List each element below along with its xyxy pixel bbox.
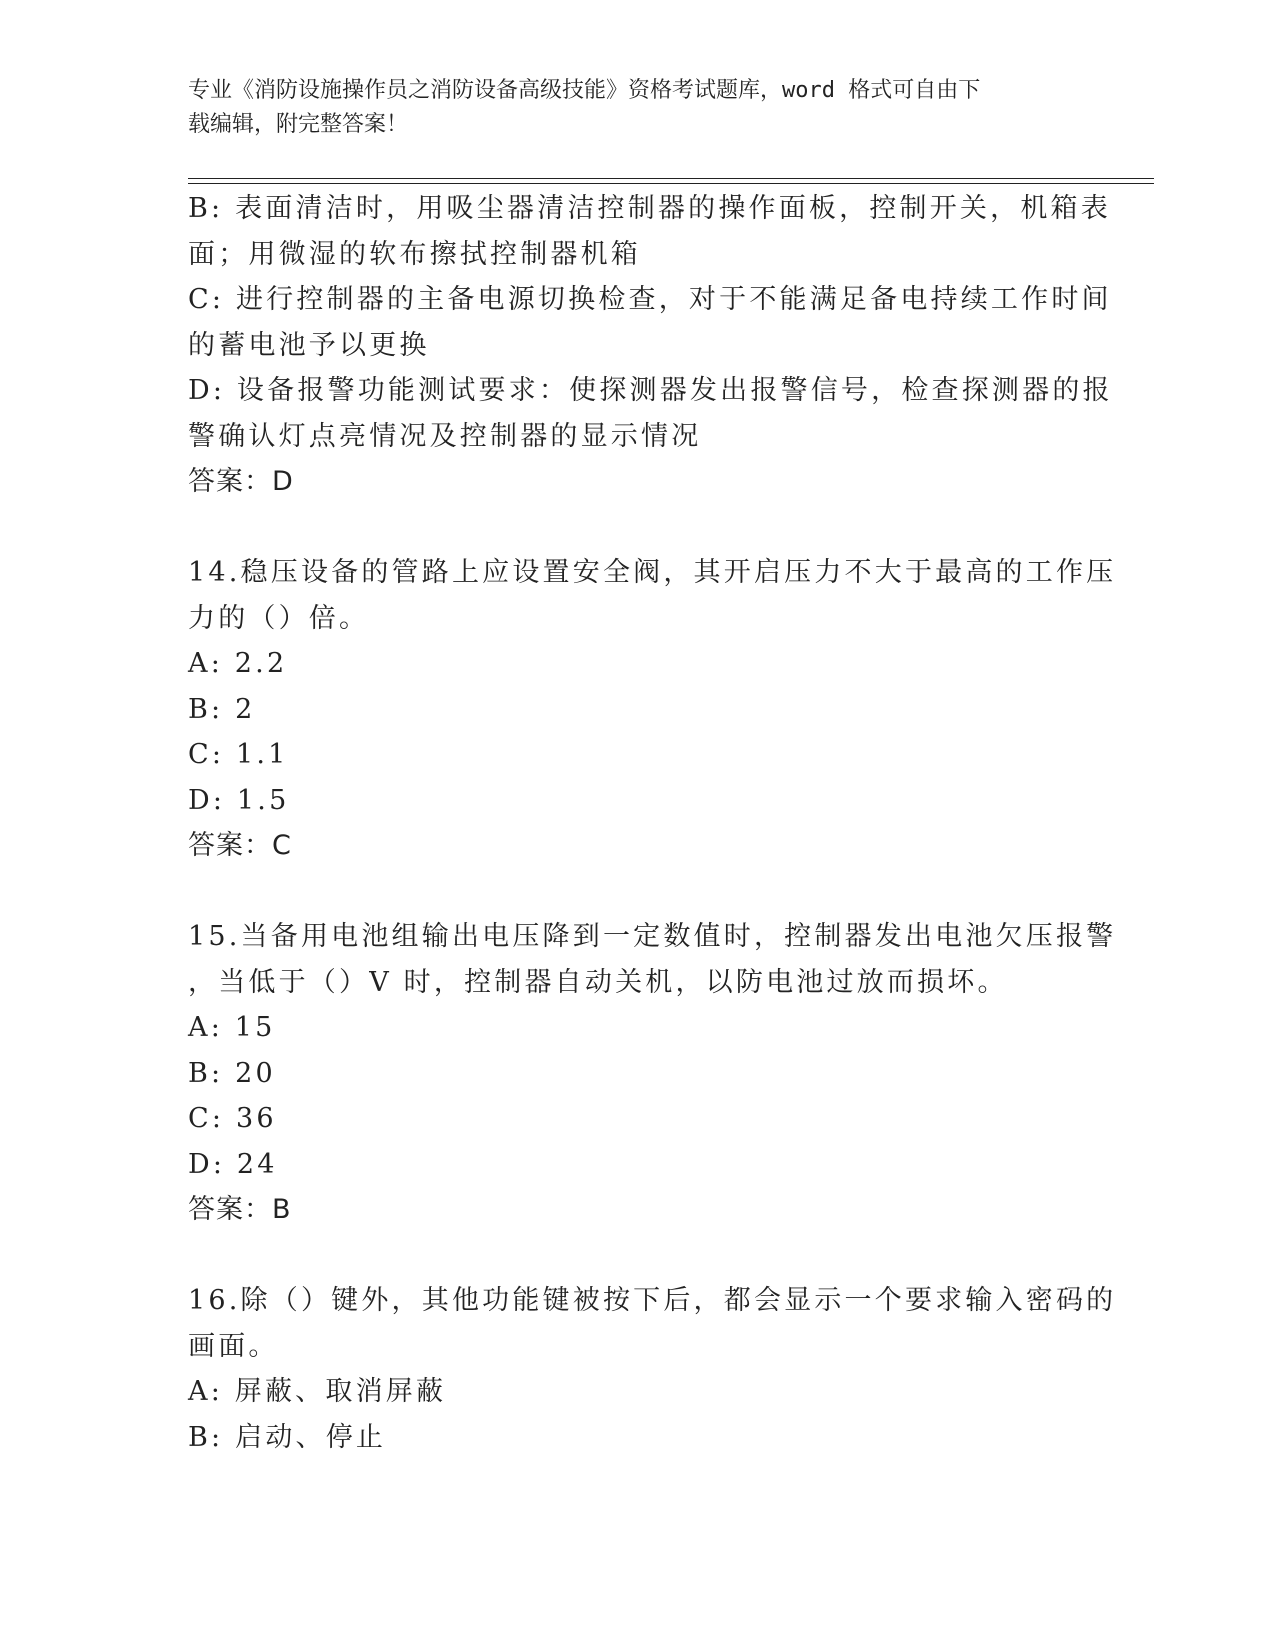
q15-option-d: D: 24 (188, 1148, 278, 1180)
q16-stem-line-1: 16.除（）键外，其他功能键被按下后，都会显示一个要求输入密码的 (188, 1285, 1117, 1316)
q13-option-d-line-2: 警确认灯点亮情况及控制器的显示情况 (188, 420, 702, 452)
q15-stem-line-1: 15.当备用电池组输出电压降到一定数值时，控制器发出电池欠压报警 (188, 921, 1117, 952)
header-line-1: 专业《消防设施操作员之消防设备高级技能》资格考试题库，word 格式可自由下 (188, 78, 981, 103)
document-header (188, 74, 1068, 142)
spacer (188, 869, 1088, 915)
q13-answer: 答案：D (188, 466, 294, 497)
q15-answer: 答案：B (188, 1194, 292, 1225)
spacer (188, 1233, 1088, 1279)
question-16 (188, 1278, 1117, 1460)
question-15 (188, 914, 1117, 1233)
q14-option-b: B: 2 (188, 693, 256, 725)
q15-option-a: A: 15 (188, 1012, 276, 1043)
q13-option-b-line-1: B: 表面清洁时，用吸尘器清洁控制器的操作面板，控制开关，机箱表 (188, 193, 1111, 224)
question-13 (188, 186, 1113, 505)
q13-option-c-line-2: 的蓄电池予以更换 (188, 329, 430, 361)
q14-option-a: A: 2.2 (188, 648, 288, 679)
header-double-rule (188, 178, 1154, 184)
q15-option-b: B: 20 (188, 1057, 276, 1089)
q14-stem-line-1: 14.稳压设备的管路上应设置安全阀，其开启压力不大于最高的工作压 (188, 557, 1117, 588)
q14-answer: 答案：C (188, 830, 292, 861)
q16-option-a: A: 屏蔽、取消屏蔽 (188, 1376, 447, 1407)
header-line-2: 载编辑，附完整答案！ (188, 112, 409, 137)
q14-stem-line-2: 力的（）倍。 (188, 602, 370, 634)
q13-option-d-line-1: D: 设备报警功能测试要求：使探测器发出报警信号，检查探测器的报 (188, 375, 1113, 406)
question-14 (188, 550, 1117, 869)
q13-option-b-line-2: 面；用微湿的软布擦拭控制器机箱 (188, 238, 641, 270)
q16-option-b: B: 启动、停止 (188, 1421, 387, 1453)
q13-option-c-line-1: C: 进行控制器的主备电源切换检查，对于不能满足备电持续工作时间 (188, 284, 1112, 315)
q15-option-c: C: 36 (188, 1103, 277, 1134)
q14-option-d: D: 1.5 (188, 784, 290, 816)
spacer (188, 505, 1088, 551)
q14-option-c: C: 1.1 (188, 739, 289, 770)
q15-stem-line-2: ，当低于（）V 时，控制器自动关机，以防电池过放而损坏。 (188, 966, 1008, 998)
question-content (188, 186, 1117, 1460)
q16-stem-line-2: 画面。 (188, 1330, 279, 1362)
